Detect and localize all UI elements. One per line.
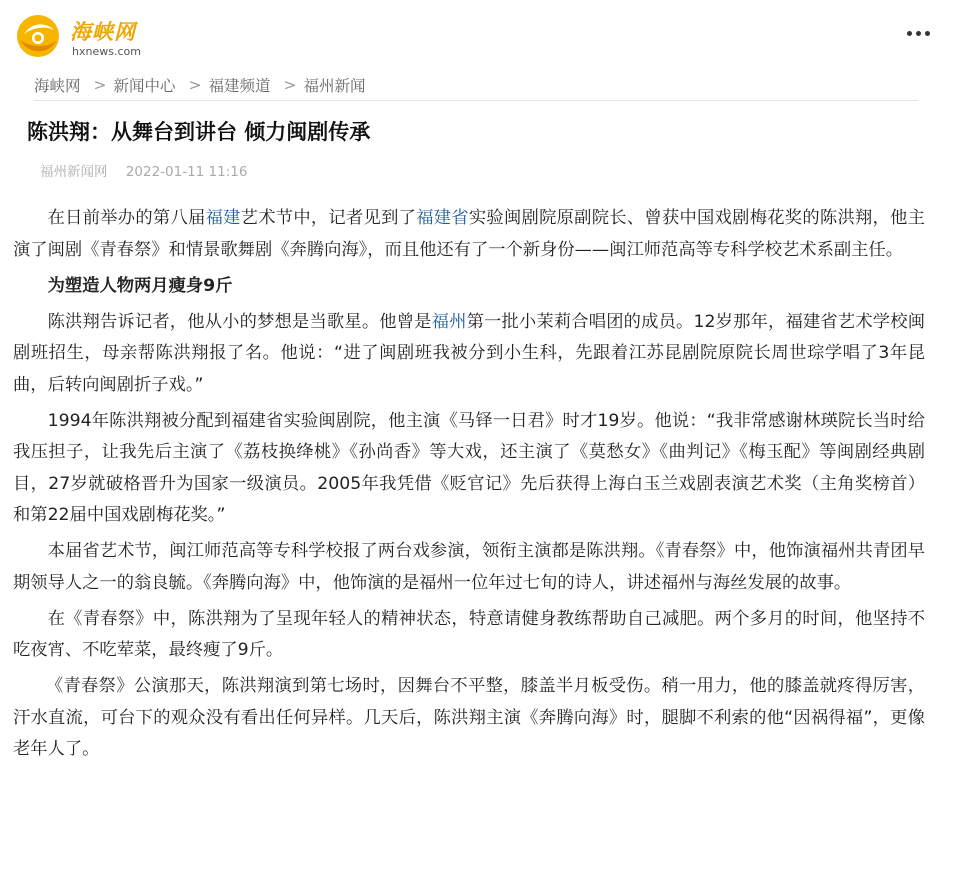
paragraph-text: 第一批小茉莉合唱团的成员。12岁那年，福建省艺术学校闽剧班招生，母亲帮陈洪翔报了名。他说：“进了闽剧班我被分到小生科，先跟着江苏昆剧院原院长周世琮学唱了3年昆曲，后转向闽剧折子戏。” (13, 311, 925, 395)
paragraph-text: 实验闽剧院原副院长、曾获中国戏剧梅花奖的陈洪翔，他主演了闽剧《青春祭》和情景歌舞剧《奔腾向海》，而且他还有了一个新身份——闽江师范高等专科学校艺术系副主任。 (13, 208, 925, 260)
paragraph-text: 陈洪翔告诉记者，他从小的梦想是当歌星。他曾是 (47, 311, 432, 332)
breadcrumb-item-news-center[interactable]: 新闻中心 (113, 77, 176, 95)
article-paragraph: 在《青春祭》中，陈洪翔为了呈现年轻人的精神状态，特意请健身教练帮助自己减肥。两个多月的时间，他坚持不吃夜宵、不吃荤菜，最终瘦了9斤。 (13, 608, 925, 660)
keyword-link-fuzhou[interactable]: 福州 (431, 311, 467, 332)
more-horizontal-icon (916, 31, 921, 36)
article-paragraph (13, 307, 925, 402)
article-paragraph (13, 203, 925, 266)
article-subheading: 为塑造人物两月瘦身9斤 (47, 275, 233, 296)
article-title: 陈洪翔：从舞台到讲台 倾力闽剧传承 (27, 120, 371, 144)
logo-text: 海峡网 (70, 19, 136, 44)
breadcrumb (34, 70, 918, 101)
paragraph-text: 在日前举办的第八届 (47, 208, 206, 228)
breadcrumb-item-home[interactable]: 海峡网 (34, 77, 81, 95)
keyword-link-fujian-province[interactable]: 福建省 (416, 208, 469, 228)
breadcrumb-separator: > (93, 76, 107, 94)
article-paragraph: 本届省艺术节，闽江师范高等专科学校报了两台戏参演，领衔主演都是陈洪翔。《青春祭》中，他饰演福州共青团早期领导人之一的翁良毓。《奔腾向海》中，他饰演的是福州一位年过七旬的诗人，讲述福州与海丝发展的故事。 (13, 541, 925, 593)
article-source[interactable]: 福州新闻网 (40, 164, 108, 180)
article-datetime: 2022-01-11 11:16 (125, 164, 248, 180)
more-options-button[interactable] (901, 22, 935, 44)
keyword-link-fujian[interactable]: 福建 (205, 208, 241, 228)
logo-domain: hxnews.com (72, 45, 141, 58)
more-horizontal-icon (907, 31, 912, 36)
breadcrumb-separator: > (188, 76, 202, 94)
site-logo[interactable] (14, 12, 144, 60)
article-meta (40, 160, 247, 180)
breadcrumb-separator: > (283, 76, 297, 94)
article-paragraph: 《青春祭》公演那天，陈洪翔演到第七场时，因舞台不平整，膝盖半月板受伤。稍一用力，他的膝盖就疼得厉害，汗水直流，可台下的观众没有看出任何异样。几天后，陈洪翔主演《奔腾向海》时，腿脚不利索的他“因祸得福”，更像老年人了。 (13, 676, 925, 759)
more-horizontal-icon (925, 31, 930, 36)
paragraph-text: 艺术节中，记者见到了 (240, 208, 417, 228)
logo-mark-icon (14, 12, 62, 60)
article-paragraph: 1994年陈洪翔被分配到福建省实验闽剧院，他主演《马铎一日君》时才19岁。他说：“我非常感谢林瑛院长当时给我压担子，让我先后主演了《荔枝换绛桃》《孙尚香》等大戏，还主演了《莫愁女》《曲判记》《梅玉配》等闽剧经典剧目，27岁就破格晋升为国家一级演员。2005年我凭借《贬官记》先后获得上海白玉兰戏剧表演艺术奖（主角奖榜首）和第22届中国戏剧梅花奖。” (13, 410, 925, 525)
article-body (13, 203, 925, 770)
breadcrumb-item-fujian-channel[interactable]: 福建频道 (208, 77, 271, 95)
breadcrumb-item-fuzhou-news[interactable]: 福州新闻 (303, 77, 366, 95)
site-header (0, 0, 955, 66)
